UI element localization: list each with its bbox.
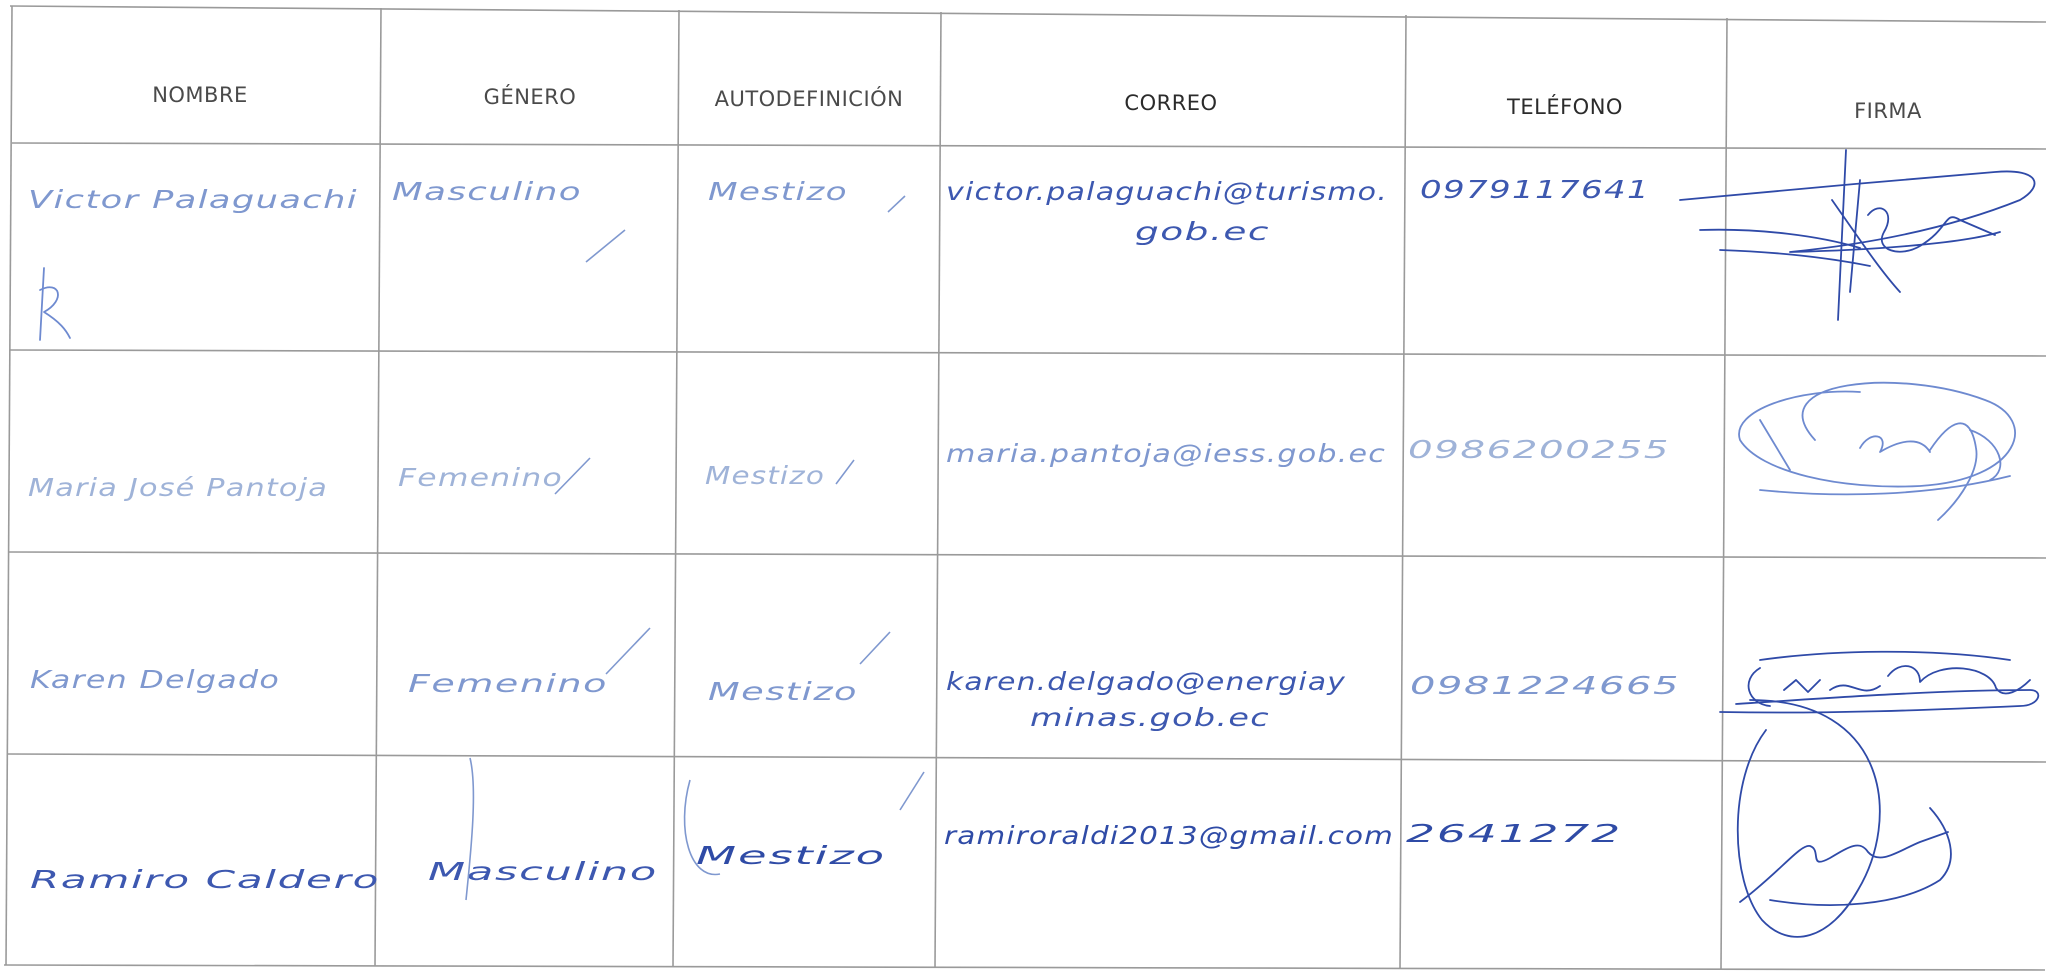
table-row xyxy=(30,628,2038,732)
cell-telefono: 0981224665 xyxy=(1410,671,1680,700)
header-row xyxy=(152,83,1922,123)
row-sep-header xyxy=(12,143,2046,149)
table-row xyxy=(28,150,2035,340)
cell-correo-line1: victor.palaguachi@turismo. xyxy=(946,177,1388,206)
cell-correo-line2: minas.gob.ec xyxy=(1030,703,1270,732)
column-header-autodefinicion: AUTODEFINICIÓN xyxy=(714,87,904,111)
cell-telefono: 2641272 xyxy=(1406,819,1622,848)
check-mark xyxy=(900,772,924,810)
cell-telefono: 0979117641 xyxy=(1420,175,1650,204)
column-header-firma: FIRMA xyxy=(1854,99,1922,123)
signature-image xyxy=(1739,383,2015,520)
column-header-correo: CORREO xyxy=(1124,91,1218,115)
row-sep-3 xyxy=(7,754,2046,762)
cell-genero: Femenino xyxy=(398,463,563,492)
cell-nombre: Maria José Pantoja xyxy=(28,473,328,502)
col-sep-3 xyxy=(935,12,941,967)
cell-nombre: Karen Delgado xyxy=(30,665,280,694)
signature-image xyxy=(1680,150,2035,320)
check-mark xyxy=(888,196,905,212)
left-border xyxy=(6,6,12,965)
check-mark xyxy=(860,632,890,664)
cell-nombre: Ramiro Caldero xyxy=(30,865,380,894)
check-mark xyxy=(836,460,854,484)
col-sep-1 xyxy=(375,8,381,966)
signature-image xyxy=(1738,700,1951,937)
check-mark xyxy=(606,628,650,674)
column-header-nombre: NOMBRE xyxy=(152,83,248,107)
row-sep-2 xyxy=(9,552,2046,558)
signature-image xyxy=(1720,652,2038,713)
column-header-telefono: TELÉFONO xyxy=(1507,95,1623,119)
cell-nombre: Victor Palaguachi xyxy=(28,185,358,214)
cell-genero: Masculino xyxy=(428,857,658,886)
row-sep-1 xyxy=(10,350,2046,356)
col-sep-2 xyxy=(673,10,679,966)
cell-autodefinicion: Mestizo xyxy=(708,677,858,706)
bottom-border xyxy=(4,965,2045,970)
column-header-genero: GÉNERO xyxy=(483,85,577,109)
cell-correo-line2: gob.ec xyxy=(1135,217,1270,246)
cell-autodefinicion: Mestizo xyxy=(696,841,886,870)
cell-correo-line1: maria.pantoja@iess.gob.ec xyxy=(946,439,1386,468)
cell-correo-line1: karen.delgado@energiay xyxy=(946,667,1347,696)
check-mark xyxy=(586,230,625,262)
cell-genero: Femenino xyxy=(408,669,608,698)
cell-genero: Masculino xyxy=(392,177,582,206)
table-row xyxy=(28,383,2015,520)
col-sep-5 xyxy=(1721,18,1727,969)
initial-mark xyxy=(40,268,70,340)
table-row xyxy=(30,700,1951,937)
top-border xyxy=(10,6,2046,22)
cell-telefono: 0986200255 xyxy=(1408,435,1670,464)
cell-correo-line1: ramiroraldi2013@gmail.com xyxy=(944,821,1394,850)
cell-autodefinicion: Mestizo xyxy=(708,177,848,206)
cell-autodefinicion: Mestizo xyxy=(705,461,825,490)
